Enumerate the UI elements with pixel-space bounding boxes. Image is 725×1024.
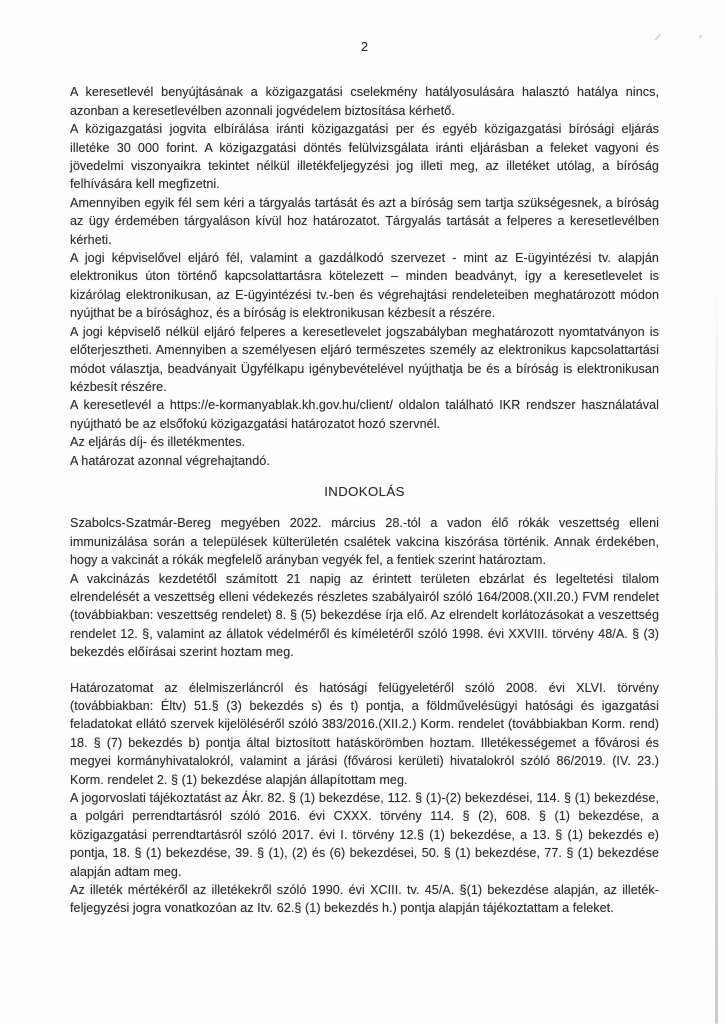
paragraph-hataskor: Határozatomat az élelmiszerláncról és hatósági felügyeletéről szóló 2008. évi XLVI. törvény (továbbiakban: Éltv) 51.§ (3) bekezdés s) és t) pontja, a földművelésügyi hatósági és igazgatási feladatokat ellátó szervek kijelöléséről szóló 383/2016.(XII.2.) Korm. rendelet (továbbiakban Korm. rend) 18. § (7) bekezdés b) pontja által biztosított hatáskörömben hoztam. Illetékességemet a fővárosi és megyei kormányhivatalokról, valamint a járási (fővárosi kerületi) hivatalokról szóló 86/2019. (IV. 23.) Korm. rendelet 2. § (1) bekezdése alapján állapítottam meg. [70, 680, 659, 787]
scan-speck [699, 35, 702, 38]
paragraph-keresetlevel-benyujtas: A keresetlevél benyújtásának a közigazgatási cselekmény hatályosulására halasztó hatálya nincs, azonban a keresetlevélben azonnali jogvédelem biztosítása kérhető. [70, 85, 659, 118]
section-gap [70, 470, 659, 483]
paragraph-jogvita-illetek: A közigazgatási jogvita elbírálása iránti közigazgatási per és egyéb közigazgatási bírósági eljárás illetéke 30 000 forint. A közigazgatási döntés felülvizsgálata iránti eljárásban a feleket vagyoni és jövedelmi viszonyaikra tekintet nélkül illetékfeljegyzési jog illeti meg, az illetéket utólag, a bíróság felhívására kell megfizetni. [70, 122, 659, 192]
paragraph-illetek-mertek: Az illeték mértékéről az illetékekről szóló 1990. évi XCIII. tv. 45/A. §(1) bekezdése alapján, az illeték-feljegyzési jogra vonatkozóan az Itv. 62.§ (1) bekezdés h.) pontja alapján tájékoztattam a feleket. [70, 883, 659, 916]
paragraph-targyalas: Amennyiben egyik fél sem kéri a tárgyalás tartását és azt a bíróság sem tartja szükségesnek, a bíróság az ügy érdemében tárgyaláson kívül hoz határozatot. Tárgyalás tartását a felperes a keresetlevélben kérheti. [70, 195, 659, 247]
paragraph-vegrehajtando: A határozat azonnal végrehajtandó. [70, 453, 270, 468]
paragraph-ikr-rendszer: A keresetlevél a https://e-kormanyablak.kh.gov.hu/client/ oldalon található IKR rendszer használatával nyújtható be az elsőfokú közigazgatási határozatot hozó szervnél. [70, 398, 659, 431]
section-gap [70, 662, 659, 679]
document-content [70, 38, 659, 918]
paragraph-jogi-kepviselovel: A jogi képviselővel eljáró fél, valamint a gazdálkodó szervezet - mint az E-ügyintézési tv. alapján elektronikus úton történő kapcsolattartásra kötelezett – minden beadványt, így a keresetlevelet is kizárólag elektronikusan, az E-ügyintézési tv.-ben és végrehajtási rendeleteiben meghatározott módon nyújthat be a bírósághoz, és a bíróság is elektronikusan kézbesít a részére. [70, 251, 659, 321]
section-gap [70, 501, 659, 514]
page-number: 2 [360, 40, 369, 54]
section-heading-indokolas: INDOKOLÁS [324, 483, 405, 499]
paragraph-dijmentes: Az eljárás díj- és illetékmentes. [70, 435, 246, 450]
scan-artifact-line [715, 280, 718, 1024]
paragraph-jogorvoslat: A jogorvoslati tájékoztatást az Ákr. 82. § (1) bekezdése, 112. § (1)-(2) bekezdései, 114. § (1) bekezdése, a polgári perrendtartásról szóló 2016. évi CXXX. törvény 114. § (2), 608. § (1) bekezdése, a közigazgatási perrendtartásról szóló 2017. évi I. törvény 12.§ (1) bekezdése, a 13. § (1) bekezdés e) pontja, 18. § (1) bekezdése, 39. § (1), (2) és (6) bekezdései, 50. § (1) bekezdése, 77. § (1) bekezdése alapján adtam meg. [70, 791, 659, 879]
paragraph-jogi-kepviselo-nelkul: A jogi képviselő nélkül eljáró felperes a keresetlevelet jogszabályban meghatározott nyomtatványon is előterjesztheti. Amennyiben a személyesen eljáró természetes személy az elektronikus kapcsolattartási módot választja, beadványait Ügyfélkapu igénybevételével nyújthatja be és a bíróság is elektronikusan kézbesít részére. [70, 324, 659, 394]
paragraph-ebzarlat: A vakcinázás kezdetétől számított 21 napig az érintett területen ebzárlat és legeltetési tilalom elrendelését a veszettség elleni védekezés részletes szabályairól szóló 164/2008.(XII.20.) FVM rendelet (továbbiakban: veszettség rendelet) 8. § (5) bekezdése írja elő. Az elrendelt korlátozásokat a veszettség rendelet 12. §, valamint az állatok védelméről és kíméletéről szóló 1998. évi XXVIII. törvény 48/A. § (3) bekezdés előírásai szerint hoztam meg. [70, 571, 659, 660]
paragraph-immunizalas: Szabolcs-Szatmár-Bereg megyében 2022. március 28.-tól a vadon élő rókák veszettség elleni immunizálása során a települések külterületén csalétek vakcina kiszórása történik. Annak érdekében, hogy a vakcinát a rókák megfelelő arányban vegyék fel, a fentiek szerint határoztam. [70, 516, 659, 568]
